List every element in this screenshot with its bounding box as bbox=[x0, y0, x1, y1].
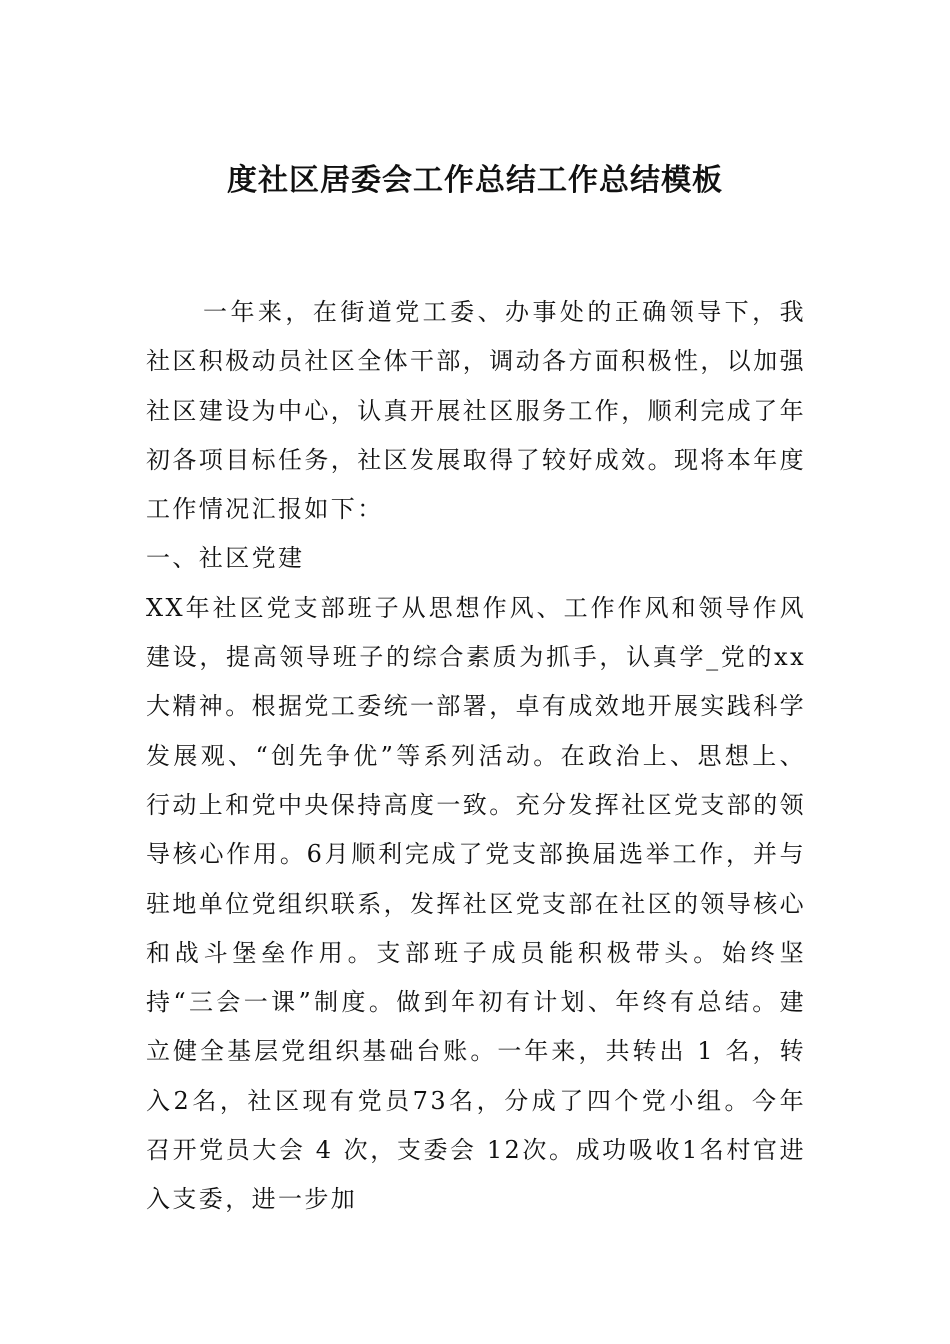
document-body bbox=[146, 288, 806, 1225]
intro-paragraph: 一年来，在街道党工委、办事处的正确领导下，我社区积极动员社区全体干部，调动各方面积极性，以加强社区建设为中心，认真开展社区服务工作，顺利完成了年初各项目标任务，社区发展取得了较好成效。现将本年度工作情况汇报如下： bbox=[146, 298, 806, 524]
party-building-paragraph: XX年社区党支部班子从思想作风、工作作风和领导作风建设，提高领导班子的综合素质为抓手，认真学_党的xx大精神。根据党工委统一部署，卓有成效地开展实践科学发展观、“创先争优”等系列活动。在政治上、思想上、行动上和党中央保持高度一致。充分发挥社区党支部的领导核心作用。6月顺利完成了党支部换届选举工作，并与驻地单位党组织联系，发挥社区党支部在社区的领导核心和战斗堡垒作用。支部班子成员能积极带头。始终坚持“三会一课”制度。做到年初有计划、年终有总结。建立健全基层党组织基础台账。一年来，共转出 1 名，转入2名，社区现有党员73名，分成了四个党小组。今年召开党员大会 4 次，支委会 12次。成功吸收1名村官进入支委，进一步加 bbox=[146, 593, 806, 1214]
document-title: 度社区居委会工作总结工作总结模板 bbox=[227, 163, 723, 198]
section-heading: 一、社区党建 bbox=[146, 544, 305, 573]
